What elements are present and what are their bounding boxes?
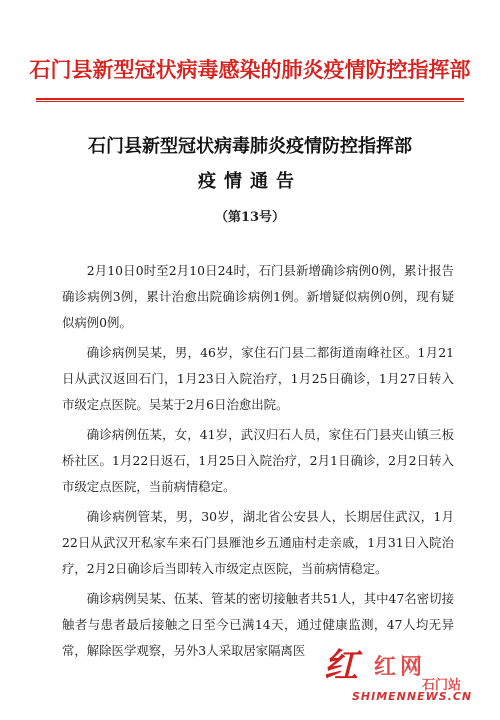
- letterhead-rule: [36, 98, 464, 100]
- notice-title-line1: 石门县新型冠状病毒肺炎疫情防控指挥部: [88, 136, 412, 157]
- rednet-logo-icon: 红: [324, 646, 358, 686]
- watermark-site-name: 红网: [374, 655, 427, 680]
- rednet-watermark: [322, 646, 492, 706]
- letterhead-rule-thin: [36, 101, 464, 102]
- document-number: （第13号）: [214, 210, 286, 225]
- body-paragraph: 确诊病例伍某，女，41岁，武汉归石人员，家住石门县夹山镇三板桥社区。1月22日返石，1月25日入院治疗，2月1日确诊，2月2日转入市级定点医院，当前病情稳定。: [62, 427, 454, 494]
- notice-body: [62, 258, 454, 668]
- body-paragraph: 2月10日0时至2月10日24时，石门县新增确诊病例0例，累计报告确诊病例3例，累计治愈出院确诊病例1例。新增疑似病例0例，现有疑似病例0例。: [62, 263, 454, 330]
- watermark-station: 石门站: [422, 678, 462, 693]
- letterhead-title: 石门县新型冠状病毒感染的肺炎疫情防控指挥部: [29, 57, 471, 82]
- body-paragraph: 确诊病例吴某、伍某、管某的密切接触者共51人，其中47名密切接触者与患者最后接触之日至今已满14天，通过健康监测，47人均无异常，解除医学观察，另外3人采取居家隔离医: [62, 591, 454, 658]
- notice-title-line2: 疫情通告: [198, 171, 302, 192]
- body-paragraph: 确诊病例吴某，男，46岁，家住石门县二都街道南峰社区。1月21日从武汉返回石门，1月23日入院治疗，1月25日确诊，1月27日转入市级定点医院。吴某于2月6日治愈出院。: [62, 345, 454, 412]
- watermark-url: SHIMENNEWS.CN: [352, 690, 473, 703]
- body-paragraph: 确诊病例管某，男，30岁，湖北省公安县人，长期居住武汉，1月22日从武汉开私家车来石门县雁池乡五通庙村走亲戚，1月31日入院治疗，2月2日确诊后当即转入市级定点医院，当前病情稳定。: [62, 509, 454, 576]
